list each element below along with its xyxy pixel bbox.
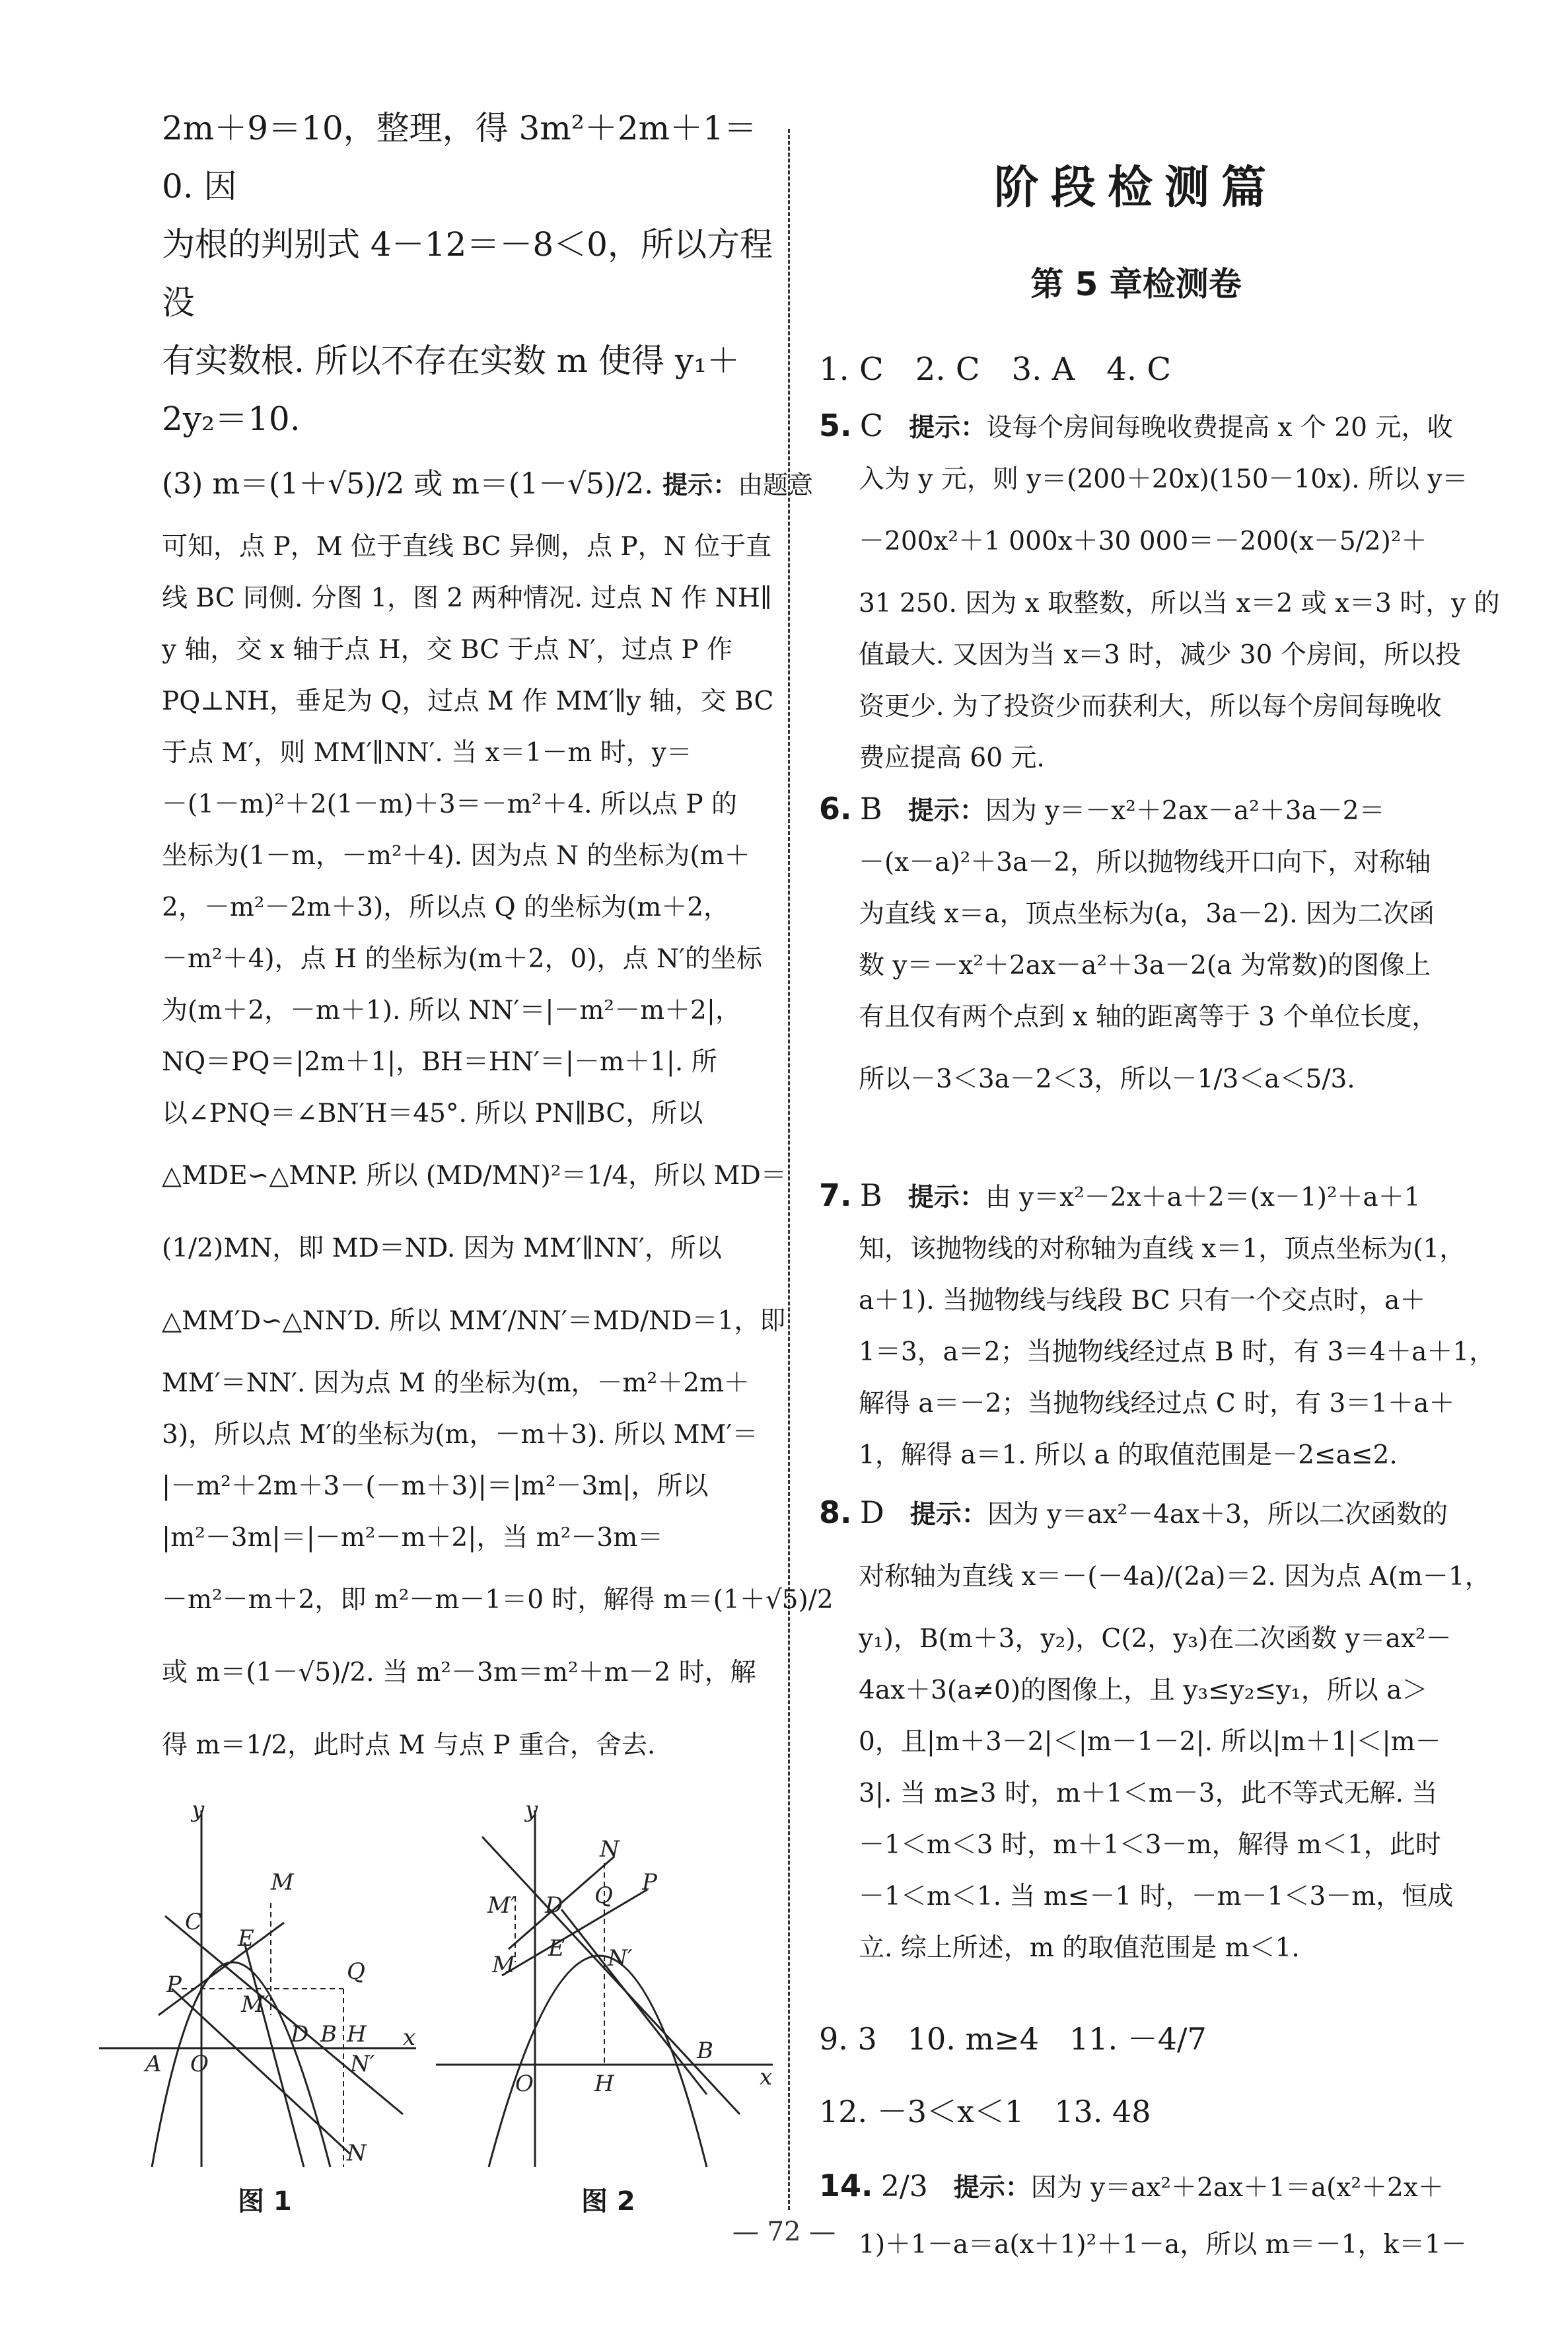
text-line: 以∠PNQ＝∠BN′H＝45°. 所以 PN∥BC，所以 [162,1099,703,1128]
question-number: 8. [819,1495,852,1530]
tip-first: 由题意 [738,470,814,499]
text-line: －m²－m＋2，即 m²－m－1＝0 时，解得 m＝(1＋√5)/2 [162,1585,834,1615]
text-line: 线 BC 同侧. 分图 1，图 2 两种情况. 过点 N 作 NH∥ [162,583,772,613]
text-line: 费应提高 60 元. [859,743,1045,773]
fig1-label: O [190,2051,209,2077]
figure-1 [92,1797,436,2180]
line-pn [561,1909,707,2094]
text-line: 2y₂＝10. [162,400,301,438]
text-line: 1，解得 a＝1. 所以 a 的取值范围是－2≤a≤2. [859,1440,1398,1470]
parabola [489,1956,707,2167]
text-line: 0，且|m＋3－2|＜|m－1－2|. 所以|m＋1|＜|m－ [859,1727,1441,1757]
question-7 [819,1169,1495,1481]
text-line: 于点 M′，则 MM′∥NN′. 当 x＝1－m 时，y＝ [162,738,692,768]
tip-label: 提示： [909,413,987,443]
part3-line [162,448,814,521]
text-line: 因为 y＝－x²＋2ax－a²＋3a－2＝ [985,796,1385,826]
fig1-label: D [291,2021,309,2048]
fig2-label: N [600,1836,620,1863]
text-line: 31 250. 因为 x 取整数，所以当 x＝2 或 x＝3 时，y 的 [859,589,1500,618]
text-line: PQ⊥NH，垂足为 Q，过点 M 作 MM′∥y 轴，交 BC [162,686,774,716]
fig1-label: C [185,1909,203,1935]
text-line: －(1－m)²＋2(1－m)＋3＝－m²＋4. 所以点 P 的 [162,790,737,819]
fig2-label: M [492,1952,515,1978]
question-number: 14. [819,2168,873,2203]
text-line: NQ＝PQ＝|2m＋1|，BH＝HN′＝|－m＋1|. 所 [162,1047,717,1077]
text-line: 有实数根. 所以不存在实数 m 使得 y₁＋ [162,342,740,380]
text-line: 对称轴为直线 x＝－(－4a)/(2a)＝2. 因为点 A(m－1， [859,1562,1491,1592]
text-line: 可知，点 P，M 位于直线 BC 异侧，点 P，N 位于直 [162,532,772,562]
answers-9-11: 9. 3 10. m≥4 11. －4/7 [819,2021,1207,2057]
fig2-label: H [594,2071,614,2097]
question-number: 6. [819,791,852,827]
fig2-label: M′ [487,1892,516,1919]
text-line: 得 m＝1/2，此时点 M 与点 P 重合，舍去. [162,1730,656,1760]
fig2-label: O [515,2071,534,2097]
text-line: 为直线 x＝a，顶点坐标为(a，3a－2). 因为二次函 [859,899,1435,929]
text-line: 设每个房间每晚收费提高 x 个 20 元，收 [986,413,1453,443]
tip-label: 提示： [909,1500,987,1530]
section-title: 阶段检测篇 [993,161,1278,214]
text-line: 入为 y 元，则 y＝(200＋20x)(150－10x). 所以 y＝ [859,464,1468,494]
column-divider [788,129,790,2210]
text-line: 或 m＝(1－√5)/2. 当 m²－3m＝m²＋m－2 时，解 [162,1658,756,1687]
text-line: 所以－3＜3a－2＜3，所以－1/3＜a＜5/3. [859,1064,1355,1094]
tip-label: 提示： [662,470,738,499]
text-line: △MM′D∽△NN′D. 所以 MM′/NN′＝MD/ND＝1，即 [162,1306,786,1336]
text-line: 立. 综上所述，m 的取值范围是 m＜1. [859,1933,1300,1963]
part3-answer: (3) m＝(1＋√5)/2 或 m＝(1－√5)/2. [162,467,654,501]
fig1-label: N′ [350,2051,375,2077]
left-column [162,99,834,1782]
text-line: 4ax＋3(a≠0)的图像上，且 y₃≤y₂≤y₁，所以 a＞ [859,1676,1428,1705]
tip-label: 提示： [953,2173,1031,2203]
text-line: y₁)，B(m＋3，y₂)，C(2，y₃)在二次函数 y＝ax²－ [859,1624,1452,1654]
question-5 [819,400,1500,784]
text-line: 知，该抛物线的对称轴为直线 x＝1，顶点坐标为(1， [859,1234,1466,1264]
line-mn [244,1942,304,2167]
figure-2 [429,1797,786,2180]
answers-12-13: 12. －3＜x＜1 13. 48 [819,2094,1151,2129]
text-line: (1/2)MN，即 MD＝ND. 因为 MM′∥NN′，所以 [162,1234,722,1263]
text-line: a＋1). 当抛物线与线段 BC 只有一个交点时，a＋ [859,1286,1426,1315]
text-line: －m²＋4)，点 H 的坐标为(m＋2，0)，点 N′的坐标 [162,944,762,974]
chapter-title: 第 5 章检测卷 [1030,265,1242,303]
text-line: |m²－3m|＝|－m²－m＋2|，当 m²－3m＝ [162,1523,664,1553]
text-line: 资更少. 为了投资少而获利大，所以每个房间每晚收 [859,692,1442,721]
fig1-label: E [238,1925,254,1952]
text-line: －200x²＋1 000x＋30 000＝－200(x－5/2)²＋ [859,527,1427,556]
text-line: 数 y＝－x²＋2ax－a²＋3a－2(a 为常数)的图像上 [859,951,1431,980]
text-line: MM′＝NN′. 因为点 M 的坐标为(m，－m²＋2m＋ [162,1368,750,1398]
text-line: 为(m＋2，－m＋1). 所以 NN′＝|－m²－m＋2|， [162,996,742,1025]
question-number: 7. [819,1177,852,1213]
answers-1-4: 1. C 2. C 3. A 4. C [819,351,1172,388]
fig1-label: M [271,1869,294,1896]
fig2-label: x [760,2064,773,2090]
text-line: 值最大. 又因为当 x＝3 时，减少 30 个房间，所以投 [859,640,1461,670]
text-line: y 轴，交 x 轴于点 H，交 BC 于点 N′，过点 P 作 [162,635,733,665]
fig2-label: Q [594,1882,613,1909]
answer-choice: D [859,1495,884,1530]
text-line: 因为 y＝ax²－4ax＋3，所以二次函数的 [987,1500,1448,1530]
text-line: 为根的判别式 4－12＝－8＜0，所以方程没 [162,225,773,322]
fig2-label: P [642,1869,657,1896]
text-line: 因为 y＝ax²＋2ax＋1＝a(x²＋2x＋ [1030,2173,1444,2203]
question-number: 5. [819,408,852,443]
fig1-label: P [166,1972,182,1998]
text-line: 有且仅有两个点到 x 轴的距离等于 3 个单位长度， [859,1002,1438,1032]
text-line: 1＝3，a＝2；当抛物线经过点 B 时，有 3＝4＋a＋1， [859,1337,1495,1367]
fig1-label: y [192,1797,205,1823]
answer-choice: B [859,791,882,827]
fig1-label: H [347,2021,367,2048]
fig2-label: y [525,1797,538,1823]
figure-1-caption: 图 1 [238,2186,292,2217]
text-line: 2m＋9＝10，整理，得 3m²＋2m＋1＝0. 因 [162,109,757,205]
solution-body [162,521,834,1782]
answer-value: 2/3 [880,2170,928,2203]
fig1-label: N [347,2140,367,2166]
figure-2-caption: 图 2 [581,2186,635,2217]
fig1-label: B [320,2021,337,2048]
text-line: 1)＋1－a＝a(x＋1)²＋1－a，所以 m＝－1，k＝1－ [859,2230,1467,2260]
text-line: －1＜m＜1. 当 m≤－1 时，－m－1＜3－m，恒成 [859,1882,1454,1911]
text-line: －1＜m＜3 时，m＋1＜3－m，解得 m＜1，此时 [859,1830,1441,1860]
fig2-label: B [697,2038,713,2064]
question-14 [819,2157,1467,2273]
fig2-label: E [548,1935,565,1962]
text-line: 解得 a＝－2；当抛物线经过点 C 时，有 3＝1＋a＋ [859,1389,1455,1419]
page-number: — 72 — [732,2217,836,2247]
tip-label: 提示： [908,1183,985,1212]
text-line: △MDE∽△MNP. 所以 (MD/MN)²＝1/4，所以 MD＝ [162,1161,787,1191]
fig2-label: D [545,1892,563,1919]
question-6 [819,783,1453,1116]
fig1-label: x [403,2024,416,2051]
answer-choice: C [859,408,884,443]
fig1-label: Q [347,1958,365,1985]
fig1-label: A [145,2051,162,2077]
text-line: 由 y＝x²－2x＋a＋2＝(x－1)²＋a＋1 [985,1183,1421,1212]
fig1-label: M′ [241,1991,269,2018]
question-8 [819,1487,1491,1974]
text-line: 坐标为(1－m，－m²＋4). 因为点 N 的坐标为(m＋ [162,841,750,871]
text-line: －(x－a)²＋3a－2，所以抛物线开口向下，对称轴 [859,848,1431,877]
fig2-label: N′ [608,1945,633,1972]
text-line: 3|. 当 m≥3 时，m＋1＜m－3，此不等式无解. 当 [859,1779,1438,1808]
intro-paragraph [162,99,773,448]
tip-label: 提示： [908,796,985,826]
text-line: 2，－m²－2m＋3)，所以点 Q 的坐标为(m＋2， [162,893,730,922]
answer-choice: B [859,1177,882,1213]
text-line: 3)，所以点 M′的坐标为(m，－m＋3). 所以 MM′＝ [162,1420,758,1450]
text-line: |－m²＋2m＋3－(－m＋3)|＝|m²－3m|，所以 [162,1471,709,1501]
